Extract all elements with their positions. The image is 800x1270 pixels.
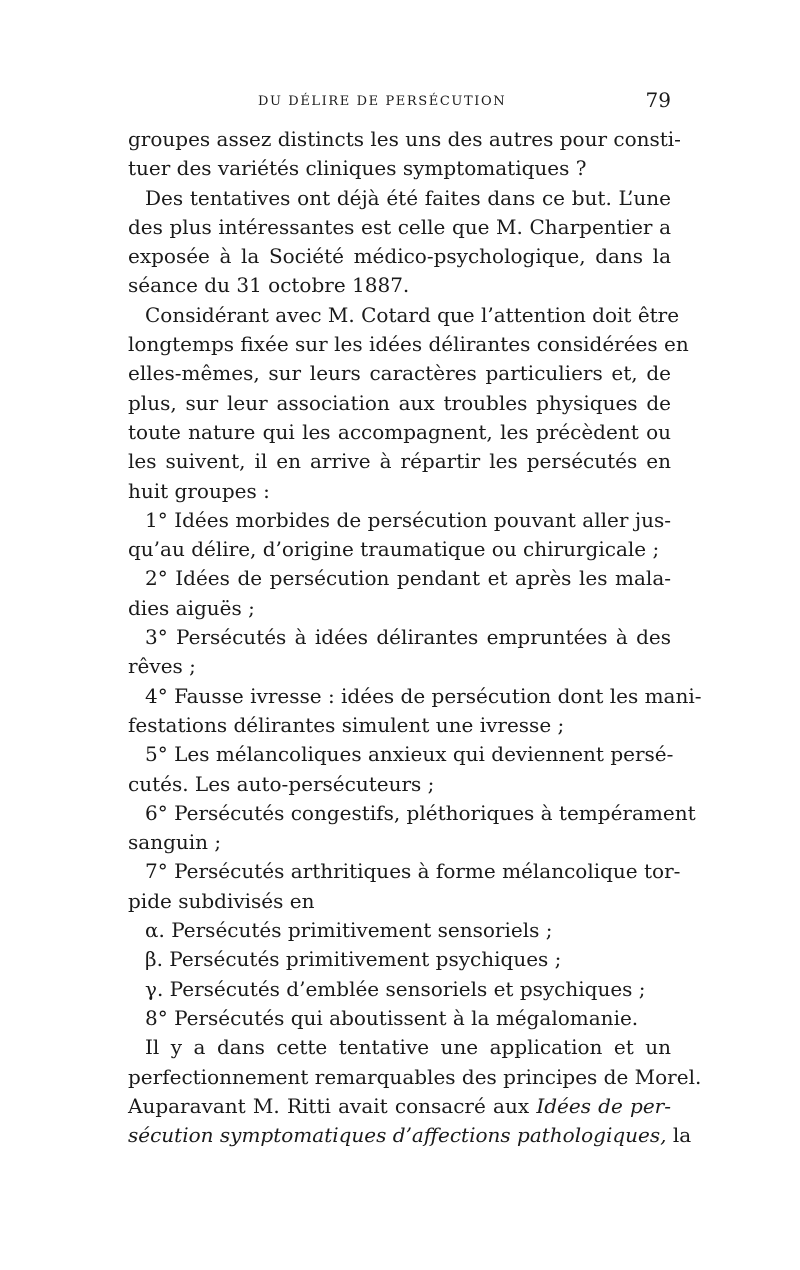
text-line: 4° Fausse ivresse : idées de persécution dont les mani- bbox=[145, 683, 702, 708]
text-line: 5° Les mélancoliques anxieux qui deviennent persé- bbox=[145, 742, 674, 767]
text-line: séance du 31 octobre 1887. bbox=[128, 273, 410, 298]
running-title: DU DÉLIRE DE PERSÉCUTION bbox=[258, 94, 507, 109]
text-line: rêves ; bbox=[128, 654, 196, 679]
text-line: Considérant avec M. Cotard que l’attention doit être bbox=[145, 302, 680, 327]
text-line: Auparavant M. Ritti avait consacré aux Idées de per- bbox=[128, 1093, 671, 1118]
text-line: elles-mêmes, sur leurs caractères particuliers et, de bbox=[128, 361, 671, 386]
text-line: perfectionnement remarquables des principes de Morel. bbox=[128, 1064, 702, 1089]
text-line: festations délirantes simulent une ivresse ; bbox=[128, 712, 565, 737]
text-line: 3° Persécutés à idées délirantes empruntées à des bbox=[145, 625, 671, 650]
text-line: β. Persécutés primitivement psychiques ; bbox=[145, 947, 562, 972]
text-line: Des tentatives ont déjà été faites dans ce but. L’une bbox=[145, 185, 671, 210]
body-text bbox=[128, 125, 702, 1150]
text-line: qu’au délire, d’origine traumatique ou chirurgicale ; bbox=[128, 537, 660, 562]
text-line: huit groupes : bbox=[128, 478, 270, 503]
text-line: cutés. Les auto-persécuteurs ; bbox=[128, 771, 435, 796]
text-line: pide subdivisés en bbox=[128, 888, 315, 913]
text-line: toute nature qui les accompagnent, les précèdent ou bbox=[128, 419, 671, 444]
text-line: sécution symptomatiques d’affections pathologiques, la bbox=[128, 1123, 692, 1148]
text-line: 8° Persécutés qui aboutissent à la mégalomanie. bbox=[145, 1005, 639, 1030]
text-line: dies aiguës ; bbox=[128, 595, 255, 620]
text-line: 2° Idées de persécution pendant et après les mala- bbox=[145, 566, 671, 591]
text-line: sanguin ; bbox=[128, 830, 222, 855]
text-line: 1° Idées morbides de persécution pouvant aller jus- bbox=[145, 507, 671, 532]
text-line: 7° Persécutés arthritiques à forme mélancolique tor- bbox=[145, 859, 681, 884]
text-line: α. Persécutés primitivement sensoriels ; bbox=[145, 918, 553, 943]
text-line: Il y a dans cette tentative une application et un bbox=[145, 1035, 671, 1060]
text-line: 6° Persécutés congestifs, pléthoriques à tempérament bbox=[145, 800, 696, 825]
page-number: 79 bbox=[645, 88, 671, 112]
text-line: des plus intéressantes est celle que M. Charpentier a bbox=[128, 214, 671, 239]
text-line: groupes assez distincts les uns des autres pour consti- bbox=[128, 127, 681, 151]
text-line: longtemps fixée sur les idées délirantes considérées en bbox=[128, 332, 689, 357]
text-line: tuer des variétés cliniques symptomatiques ? bbox=[128, 156, 587, 181]
text-line: plus, sur leur association aux troubles physiques de bbox=[128, 390, 671, 415]
page-header bbox=[128, 88, 671, 116]
text-line: γ. Persécutés d’emblée sensoriels et psychiques ; bbox=[145, 976, 646, 1001]
text-line: les suivent, il en arrive à répartir les persécutés en bbox=[128, 449, 671, 474]
text-line: exposée à la Société médico-psychologique, dans la bbox=[128, 244, 671, 269]
